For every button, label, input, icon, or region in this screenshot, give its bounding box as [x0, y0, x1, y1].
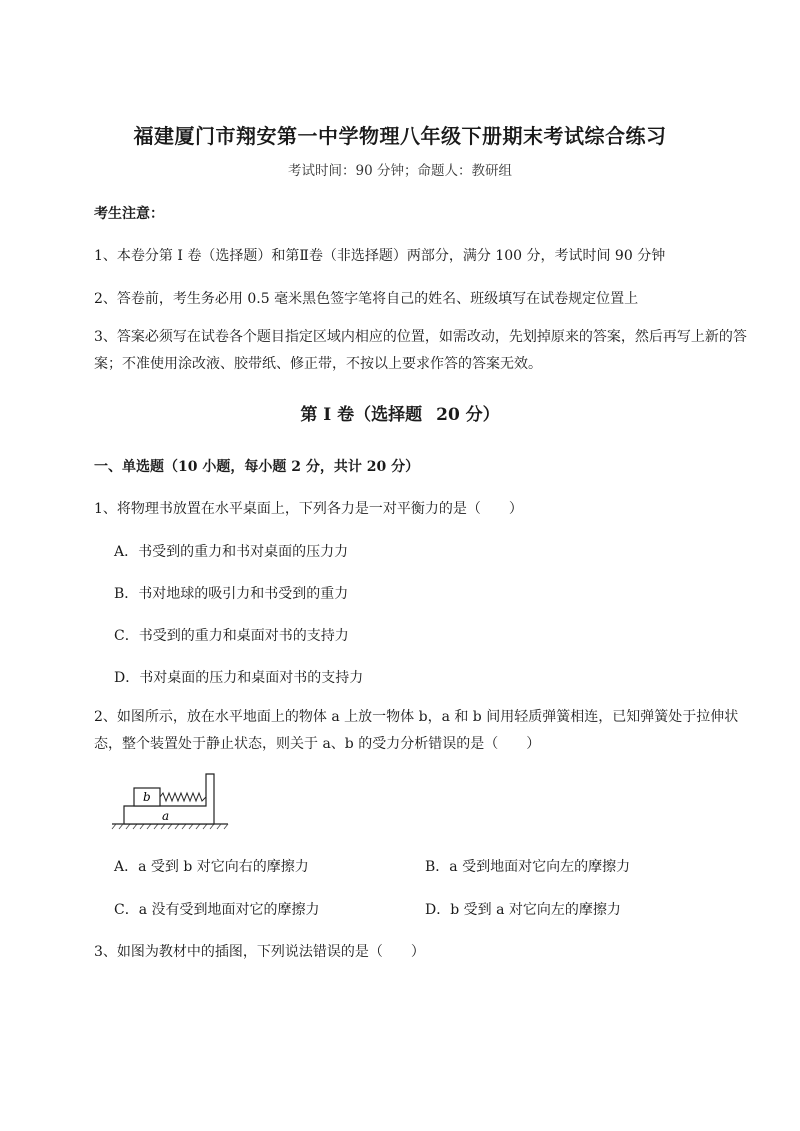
spring-blocks-figure [110, 772, 230, 830]
notice-item-3: 3、答案必须写在试卷各个题目指定区域内相应的位置，如需改动，先划掉原来的答案，然后再写上新的答案；不准使用涂改液、胶带纸、修正带，不按以上要求作答的答案无效。 [94, 329, 747, 372]
section-title [0, 400, 800, 425]
label-b: b [143, 790, 151, 804]
page-title: 福建厦门市翔安第一中学物理八年级下册期末考试综合练习 [133, 124, 667, 148]
ground-hatching [112, 824, 228, 829]
spring [160, 793, 206, 801]
part-heading: 一、单选题（10 小题，每小题 2 分，共计 20 分） [94, 459, 420, 475]
notice-item-1: 1、本卷分第 I 卷（选择题）和第Ⅱ卷（非选择题）两部分，满分 100 分，考试时间 90 分钟 [94, 248, 666, 264]
label-a: a [162, 809, 170, 823]
section-title-text: 第 I 卷（选择题 [300, 405, 423, 425]
exam-info: 考试时间：90 分钟；命题人：教研组 [288, 163, 512, 179]
question-3-stem: 3、如图为教材中的插图，下列说法错误的是（ ） [94, 944, 425, 960]
section-score: 20 分） [436, 405, 500, 425]
notice-heading: 考生注意： [94, 206, 164, 222]
question-1-option-b[interactable]: B．书对地球的吸引力和书受到的重力 [114, 586, 349, 602]
question-1-option-a[interactable]: A．书受到的重力和书对桌面的压力力 [114, 544, 349, 560]
question-2-stem: 2、如图所示，放在水平地面上的物体 a 上放一物体 b，a 和 b 间用轻质弹簧相连，已知弹簧处于拉伸状态，整个装置处于静止状态，则关于 a、b 的受力分析错误的是（ ） [94, 709, 739, 752]
notice-item-2: 2、答卷前，考生务必用 0.5 毫米黑色签字笔将自己的姓名、班级填写在试卷规定位置上 [94, 291, 639, 307]
question-1-stem: 1、将物理书放置在水平桌面上，下列各力是一对平衡力的是（ ） [94, 501, 523, 517]
question-1-option-d[interactable]: D．书对桌面的压力和桌面对书的支持力 [114, 670, 364, 686]
question-2-option-d[interactable]: D．b 受到 a 对它向左的摩擦力 [425, 902, 621, 918]
question-2-option-a[interactable]: A．a 受到 b 对它向右的摩擦力 [114, 859, 309, 875]
question-2-option-c[interactable]: C．a 没有受到地面对它的摩擦力 [114, 902, 320, 918]
question-2-option-b[interactable]: B．a 受到地面对它向左的摩擦力 [425, 859, 631, 875]
question-1-option-c[interactable]: C．书受到的重力和桌面对书的支持力 [114, 628, 349, 644]
